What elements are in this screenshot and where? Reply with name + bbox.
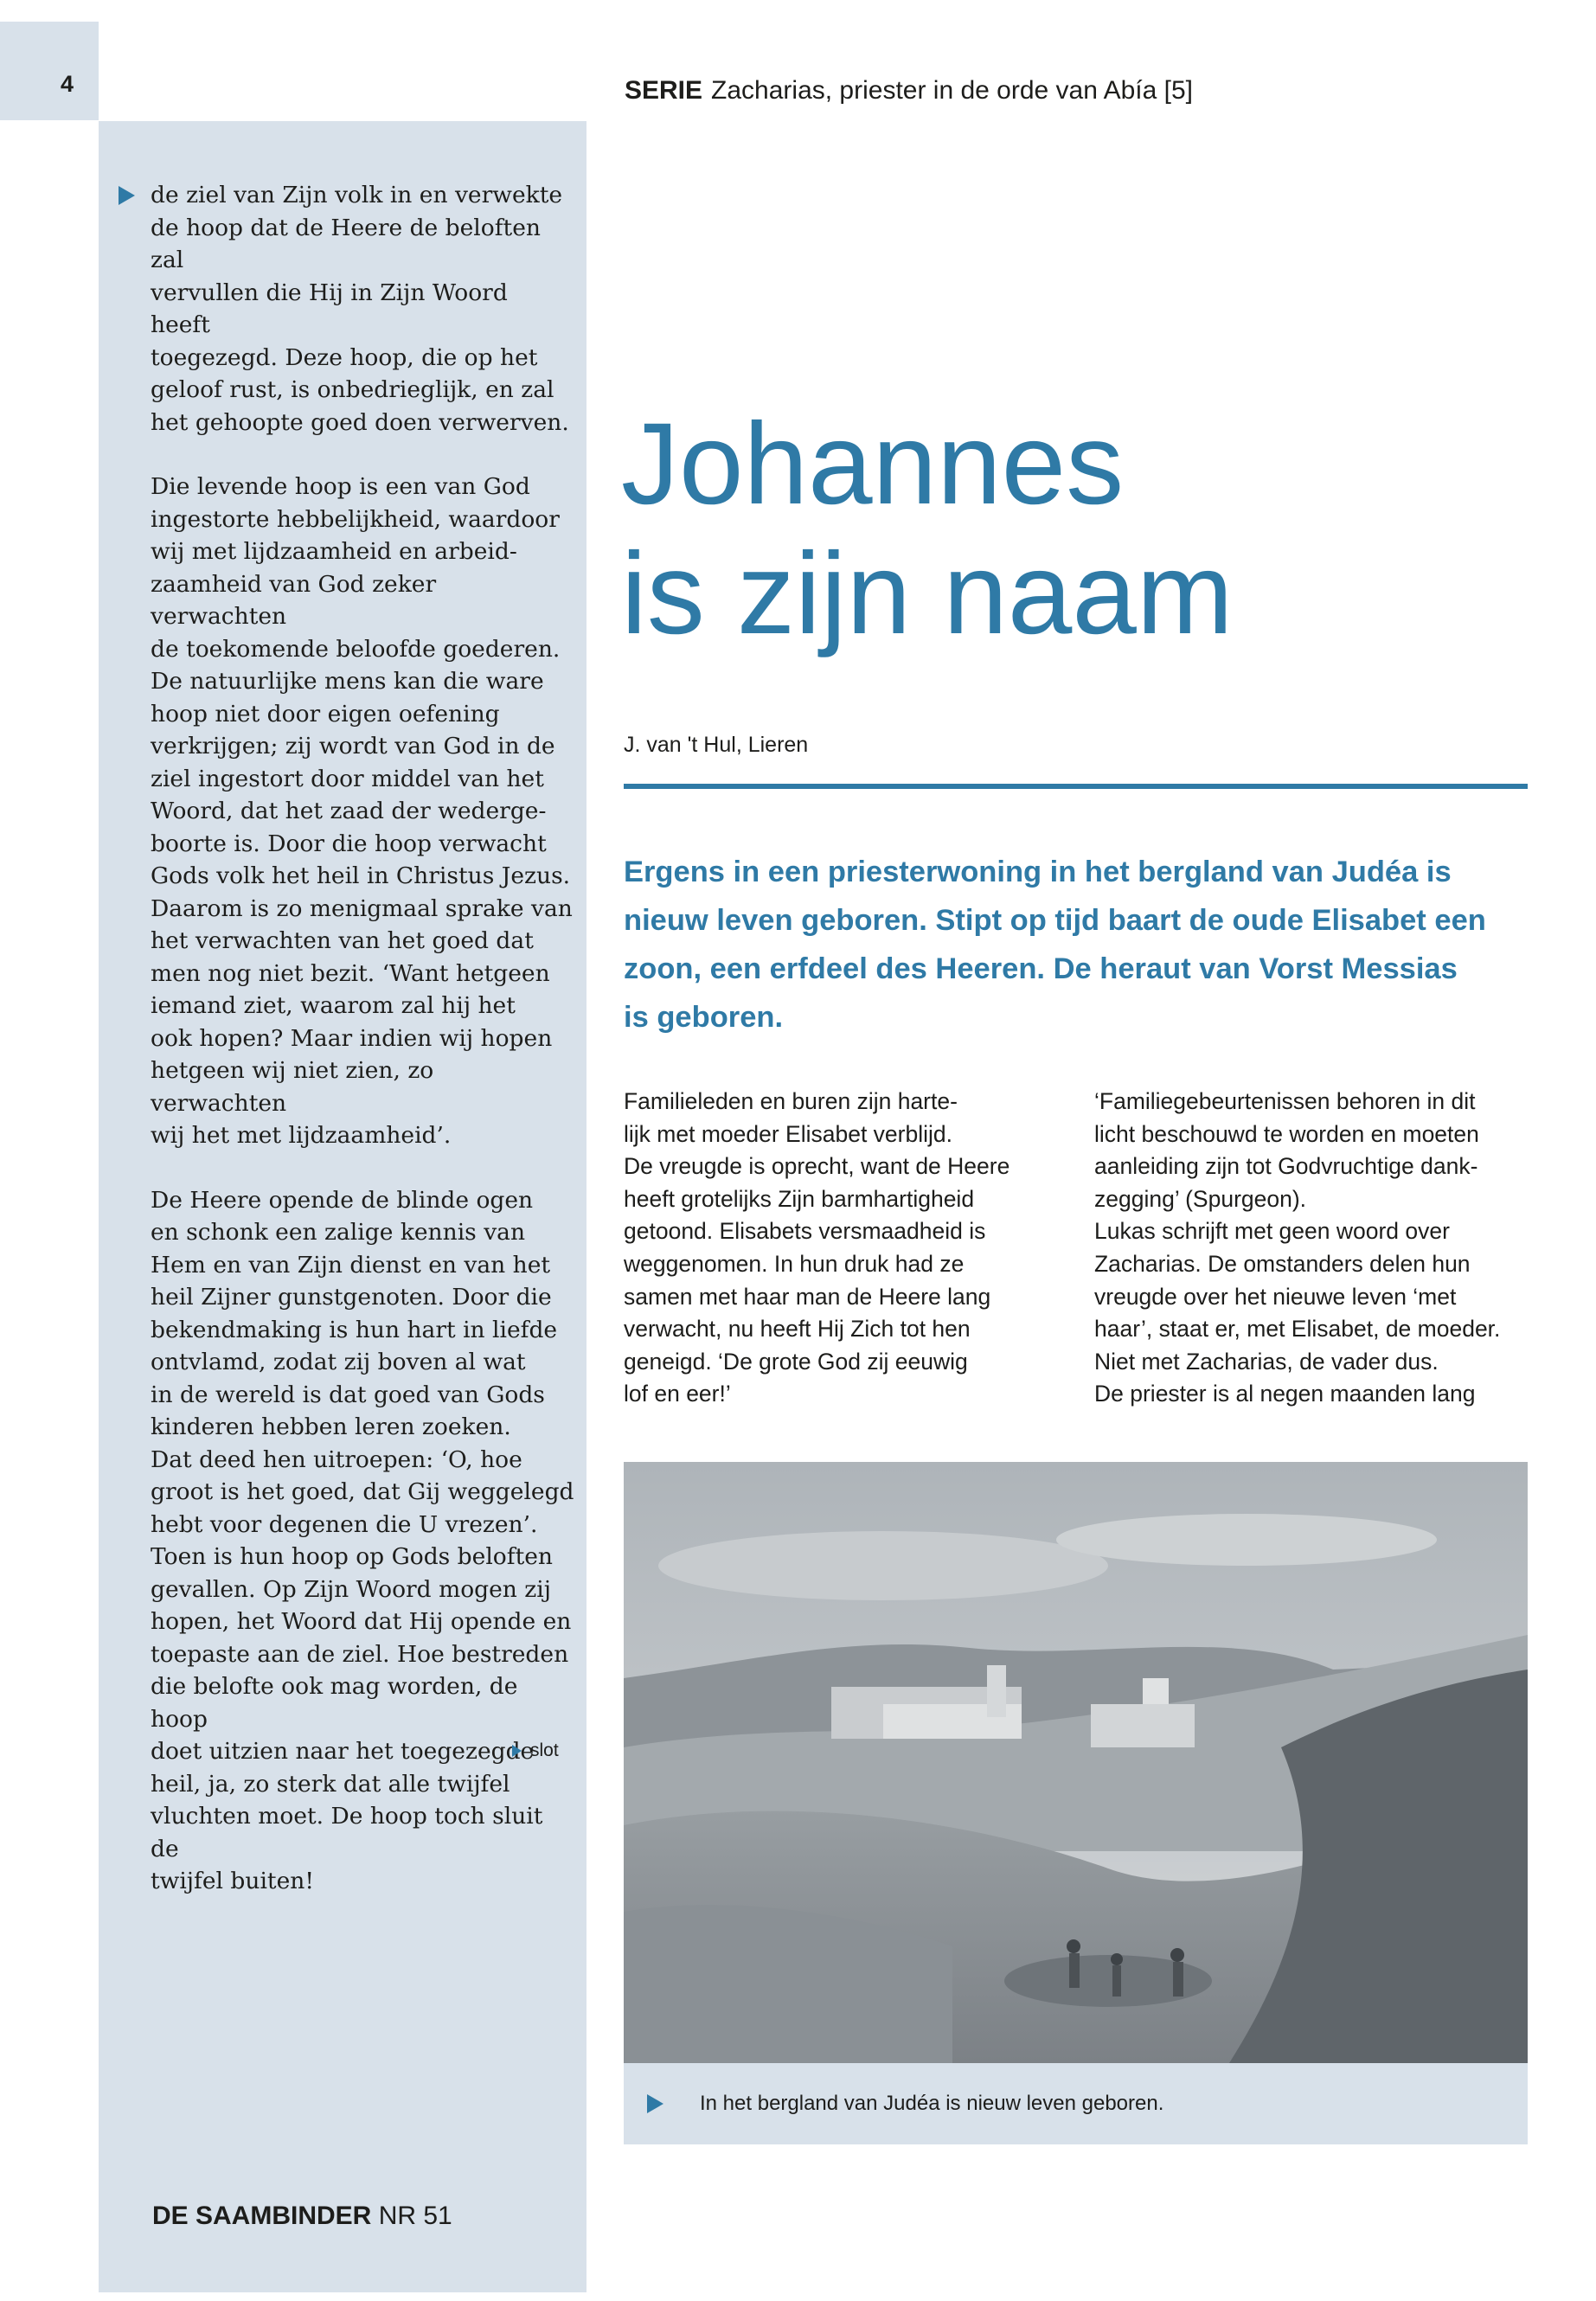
left-paragraph-2: Die levende hoop is een van God ingestorte hebbelijkheid, waardoor wij met lijdzaamheid en arbeid- zaamheid van God zeker verwachten de toekomende beloofde goederen. De natuurlijke mens kan die ware hoop niet door eigen oefening verkrijgen; zij wordt van God in de ziel ingestort door middel van het Woord, dat het zaad der wederge- boorte is. Door die hoop verwacht Gods volk het heil in Christus Jezus. Daarom is zo menigmaal sprake van het verwachten van het goed dat men nog niet bezit. ‘Want hetgeen iemand ziet, waarom zal hij het ook hopen? Maar indien wij hopen hetgeen wij niet zien, zo verwachten wij het met lijdzaamheid’. bbox=[151, 473, 573, 1149]
article-title bbox=[621, 400, 1234, 659]
end-marker bbox=[512, 1740, 559, 1761]
end-marker-arrow-icon bbox=[512, 1745, 522, 1757]
article-title-line-2: is zijn naam bbox=[621, 529, 1234, 658]
magazine-footer bbox=[152, 2202, 452, 2231]
article-column-1: Familieleden en buren zijn harte- lijk met moeder Elisabet verblijd. De vreugde is oprecht, want de Heere heeft grotelijks Zijn barmhartigheid getoond. Elisabets versmaadheid is weggenomen. In hun druk had ze samen met haar man de Heere lang verwacht, nu heeft Hij Zich tot hen geneigd. ‘De grote God zij eeuwig lof en eer!’ bbox=[624, 1088, 1010, 1407]
title-divider bbox=[624, 784, 1528, 789]
landscape-illustration bbox=[624, 1462, 1528, 2063]
image-caption: In het bergland van Judéa is nieuw leven geboren. bbox=[700, 2092, 1164, 2115]
article-column-2: ‘Familiegebeurtenissen behoren in dit licht beschouwd te worden en moeten aanleiding zijn tot Godvruchtige dank- zegging’ (Spurgeon). Lukas schrijft met geen woord over Zacharias. De omstanders delen hun vreugde over het nieuwe leven ‘met haar’, staat er, met Elisabet, de moeder. Niet met Zacharias, de vader dus. De priester is al negen maanden lang bbox=[1094, 1088, 1501, 1407]
page-number-box bbox=[0, 22, 99, 120]
left-column-text bbox=[151, 179, 574, 1930]
magazine-name: DE SAAMBINDER bbox=[152, 2202, 372, 2230]
left-paragraph-1: de ziel van Zijn volk in en verwekte de hoop dat de Heere de beloften zal vervullen die Hij in Zijn Woord heeft toegezegd. Deze hoop, die op het geloof rust, is onbedrieglijk, en zal het gehoopte goed doen verwerven. bbox=[151, 182, 569, 436]
caption-arrow-icon bbox=[647, 2094, 663, 2113]
issue-number: NR 51 bbox=[378, 2202, 452, 2230]
series-header bbox=[625, 76, 1193, 106]
continuation-arrow-icon bbox=[119, 186, 135, 205]
article-lead: Ergens in een priesterwoning in het bergland van Judéa is nieuw leven geboren. Stipt op tijd baart de oude Elisabet een zoon, een erfdeel des Heeren. De heraut van Vorst Messias is geboren. bbox=[624, 856, 1486, 1034]
series-label: SERIE bbox=[625, 76, 703, 105]
article-title-line-1: Johannes bbox=[621, 400, 1125, 529]
left-paragraph-3: De Heere opende de blinde ogen en schonk een zalige kennis van Hem en van Zijn dienst en van het heil Zijner gunstgenoten. Door die bekendmaking is hun hart in liefde ontvlamd, zodat zij boven al wat in de wereld is dat goed van Gods kinderen hebben leren zoeken. Dat deed hen uitroepen: ‘O, hoe groot is het goed, dat Gij weggelegd hebt voor degenen die U vrezen’. Toen is hun hoop op Gods beloften gevallen. Op Zijn Woord mogen zij hopen, het Woord dat Hij opende en toepaste aan de ziel. Hoe bestreden die belofte ook mag worden, de hoop doet uitzien naar het toegezegde heil, ja, zo sterk dat alle twijfel vluchten moet. De hoop toch sluit de twijfel buiten! bbox=[151, 1186, 574, 1894]
page-number: 4 bbox=[61, 71, 74, 97]
end-marker-label: slot bbox=[530, 1740, 559, 1760]
article-author: J. van 't Hul, Lieren bbox=[624, 733, 809, 757]
series-title: Zacharias, priester in de orde van Abía [5] bbox=[711, 76, 1194, 105]
